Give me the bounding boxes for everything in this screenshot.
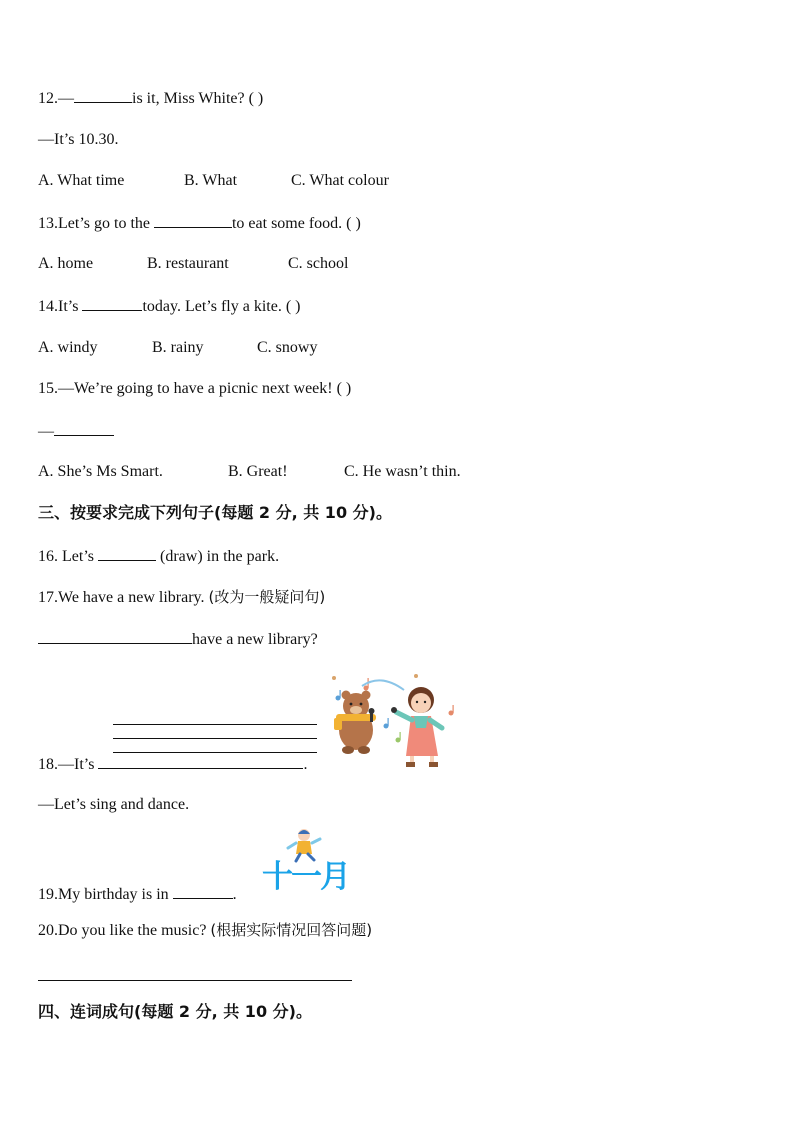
- question-16: [38, 546, 279, 567]
- q20-text: 20.Do you like the music?: [38, 922, 211, 939]
- q13-options: [38, 254, 348, 274]
- q12-option-a[interactable]: A. What time: [38, 172, 125, 189]
- section-4-title: 四、连词成句(每题 2 分, 共 10 分)。: [38, 1002, 312, 1021]
- q12-prefix: 12.—: [38, 90, 74, 107]
- q12-option-c[interactable]: C. What colour: [291, 172, 389, 189]
- q17-answer-line: [38, 629, 318, 650]
- november-month-illustration: [262, 828, 358, 898]
- q15-reply-prefix: —: [38, 423, 54, 440]
- question-15: 15.—We’re going to have a picnic next week! ( ): [38, 380, 352, 397]
- q17-text: 17.We have a new library.: [38, 589, 209, 606]
- q18-reply: —Let’s sing and dance.: [38, 796, 190, 813]
- q19-prefix: 19.My birthday is in: [38, 886, 173, 903]
- q13-option-c[interactable]: C. school: [288, 255, 349, 272]
- q13-option-b[interactable]: B. restaurant: [147, 255, 229, 272]
- question-14: [38, 296, 300, 317]
- question-20: [38, 920, 372, 941]
- q14-option-c[interactable]: C. snowy: [257, 339, 318, 356]
- q18-writing-line-3[interactable]: [113, 752, 317, 753]
- section-3-title: 三、按要求完成下列句子(每题 2 分, 共 10 分)。: [38, 503, 392, 522]
- q16-prefix: 16. Let’s: [38, 548, 98, 565]
- q14-option-b[interactable]: B. rainy: [152, 339, 204, 356]
- bear-icon: [334, 691, 376, 755]
- q12-blank[interactable]: [74, 88, 132, 103]
- q12-answer-line: —It’s 10.30.: [38, 131, 119, 148]
- q18-prefix: 18.—It’s: [38, 756, 99, 773]
- question-13: [38, 213, 361, 234]
- q19-suffix: .: [232, 886, 237, 903]
- q15-option-c[interactable]: C. He wasn’t thin.: [344, 463, 461, 480]
- q18-suffix: .: [303, 756, 308, 773]
- q16-suffix: (draw) in the park.: [156, 548, 280, 565]
- q14-suffix: today. Let’s fly a kite. ( ): [142, 298, 301, 315]
- question-17: [38, 587, 325, 608]
- singing-bear-girl-illustration: [326, 668, 458, 770]
- q18-blank[interactable]: [98, 754, 303, 769]
- q15-reply-line: [38, 421, 114, 442]
- month-text: 十一月: [262, 859, 349, 895]
- q14-blank[interactable]: [82, 296, 142, 311]
- q15-option-b[interactable]: B. Great!: [228, 463, 288, 480]
- q15-blank[interactable]: [54, 421, 114, 436]
- q13-prefix: 13.Let’s go to the: [38, 215, 154, 232]
- girl-singer-icon: [391, 687, 442, 767]
- q17-answer-suffix: have a new library?: [192, 631, 318, 648]
- q18-writing-line-2[interactable]: [113, 738, 317, 739]
- q15-option-a[interactable]: A. She’s Ms Smart.: [38, 463, 163, 480]
- question-19: [38, 884, 237, 905]
- q14-options: [38, 338, 317, 358]
- q12-suffix: is it, Miss White? ( ): [132, 90, 264, 107]
- q20-answer-line[interactable]: [38, 980, 352, 981]
- q13-option-a[interactable]: A. home: [38, 255, 94, 272]
- question-18: [38, 754, 307, 775]
- q19-blank[interactable]: [173, 884, 233, 899]
- q12-option-b[interactable]: B. What: [184, 172, 238, 189]
- q13-blank[interactable]: [154, 213, 232, 228]
- q12-options: [38, 171, 389, 191]
- q17-instruction: (改为一般疑问句): [208, 588, 326, 606]
- q13-suffix: to eat some food. ( ): [231, 215, 361, 232]
- q14-prefix: 14.It’s: [38, 298, 83, 315]
- q20-instruction: (根据实际情况回答问题): [210, 921, 373, 939]
- q14-option-a[interactable]: A. windy: [38, 339, 98, 356]
- q18-writing-line-1[interactable]: [113, 724, 317, 725]
- q17-blank[interactable]: [38, 629, 192, 644]
- question-12: [38, 88, 263, 109]
- q16-blank[interactable]: [98, 546, 156, 561]
- q15-options: [38, 462, 461, 482]
